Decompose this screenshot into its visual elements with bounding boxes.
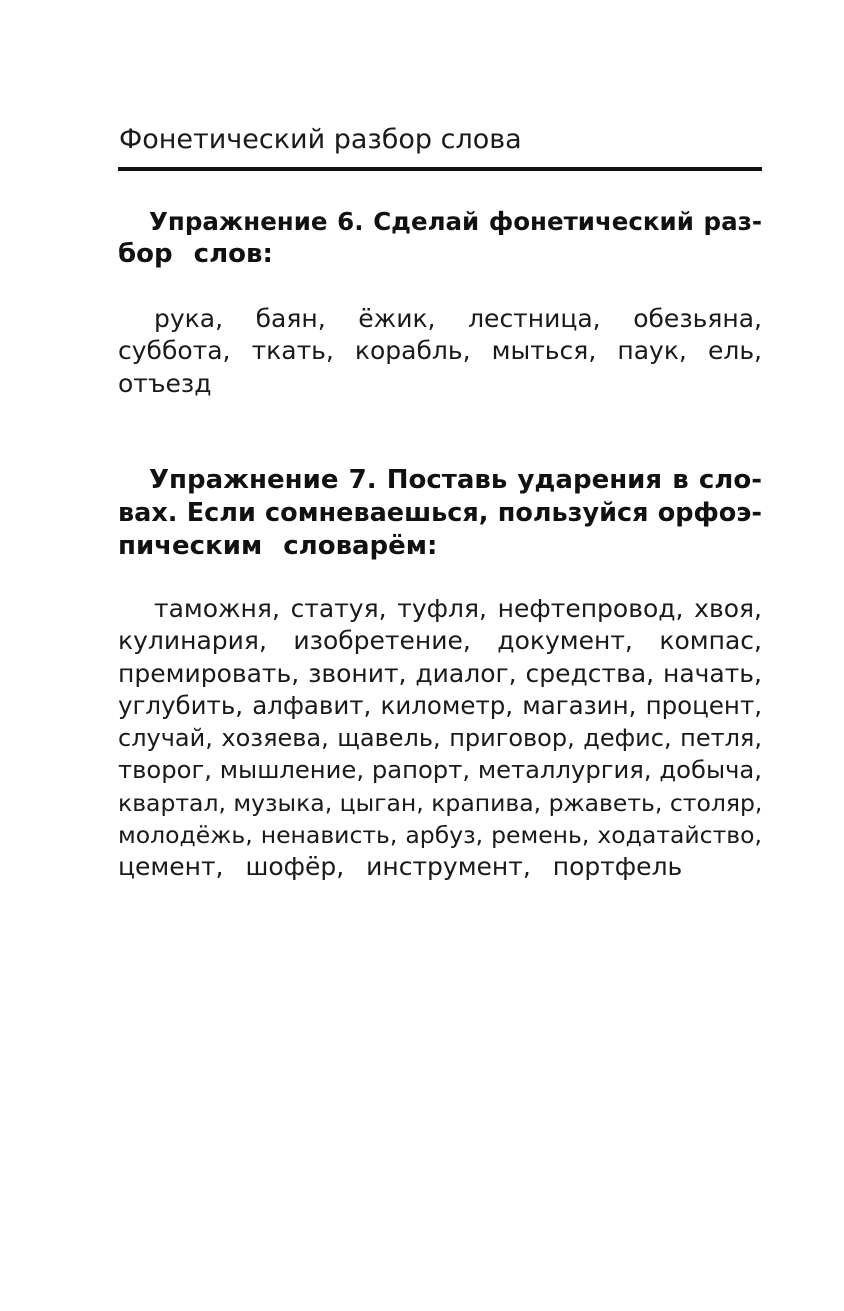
exercise-6-heading-line: Упражнение 6. Сделай фонетический раз- bbox=[149, 207, 762, 236]
word-line: творог, мышление, рапорт, металлургия, добыча, bbox=[118, 755, 762, 785]
exercise-7-heading-line: пическим словарём: bbox=[118, 531, 438, 561]
word-line: случай, хозяева, щавель, приговор, дефис, петля, bbox=[118, 724, 762, 753]
exercise-6-word-list bbox=[118, 303, 762, 400]
header-rule bbox=[118, 167, 762, 171]
word-line: отъезд bbox=[118, 368, 212, 398]
word-line: таможня, статуя, туфля, нефтепровод, хвоя, bbox=[154, 594, 762, 623]
exercise-7-heading-line: вах. Если сомневаешься, пользуйся орфоэ- bbox=[118, 498, 762, 528]
exercise-7-heading bbox=[118, 464, 762, 563]
exercise-6-heading-line: бор слов: bbox=[118, 239, 273, 269]
word-line: премировать, звонит, диалог, средства, начать, bbox=[118, 658, 762, 688]
word-line: суббота, ткать, корабль, мыться, паук, ель, bbox=[118, 336, 762, 366]
exercise-7-heading-line: Упражнение 7. Поставь ударения в сло- bbox=[149, 465, 762, 495]
word-line: квартал, музыка, цыган, крапива, ржаветь, столяр, bbox=[118, 788, 763, 817]
exercise-6-heading bbox=[118, 205, 762, 271]
word-line: молодёжь, ненависть, арбуз, ремень, ходатайство, bbox=[118, 821, 762, 850]
word-line: кулинария, изобретение, документ, компас, bbox=[118, 626, 762, 656]
word-line: рука, баян, ёжик, лестница, обезьяна, bbox=[154, 304, 762, 333]
exercise-7-word-list bbox=[118, 593, 762, 884]
word-line: углубить, алфавит, километр, магазин, процент, bbox=[118, 690, 762, 720]
word-line: цемент, шофёр, инструмент, портфель bbox=[118, 852, 683, 882]
running-head: Фонетический разбор слова bbox=[119, 124, 522, 155]
